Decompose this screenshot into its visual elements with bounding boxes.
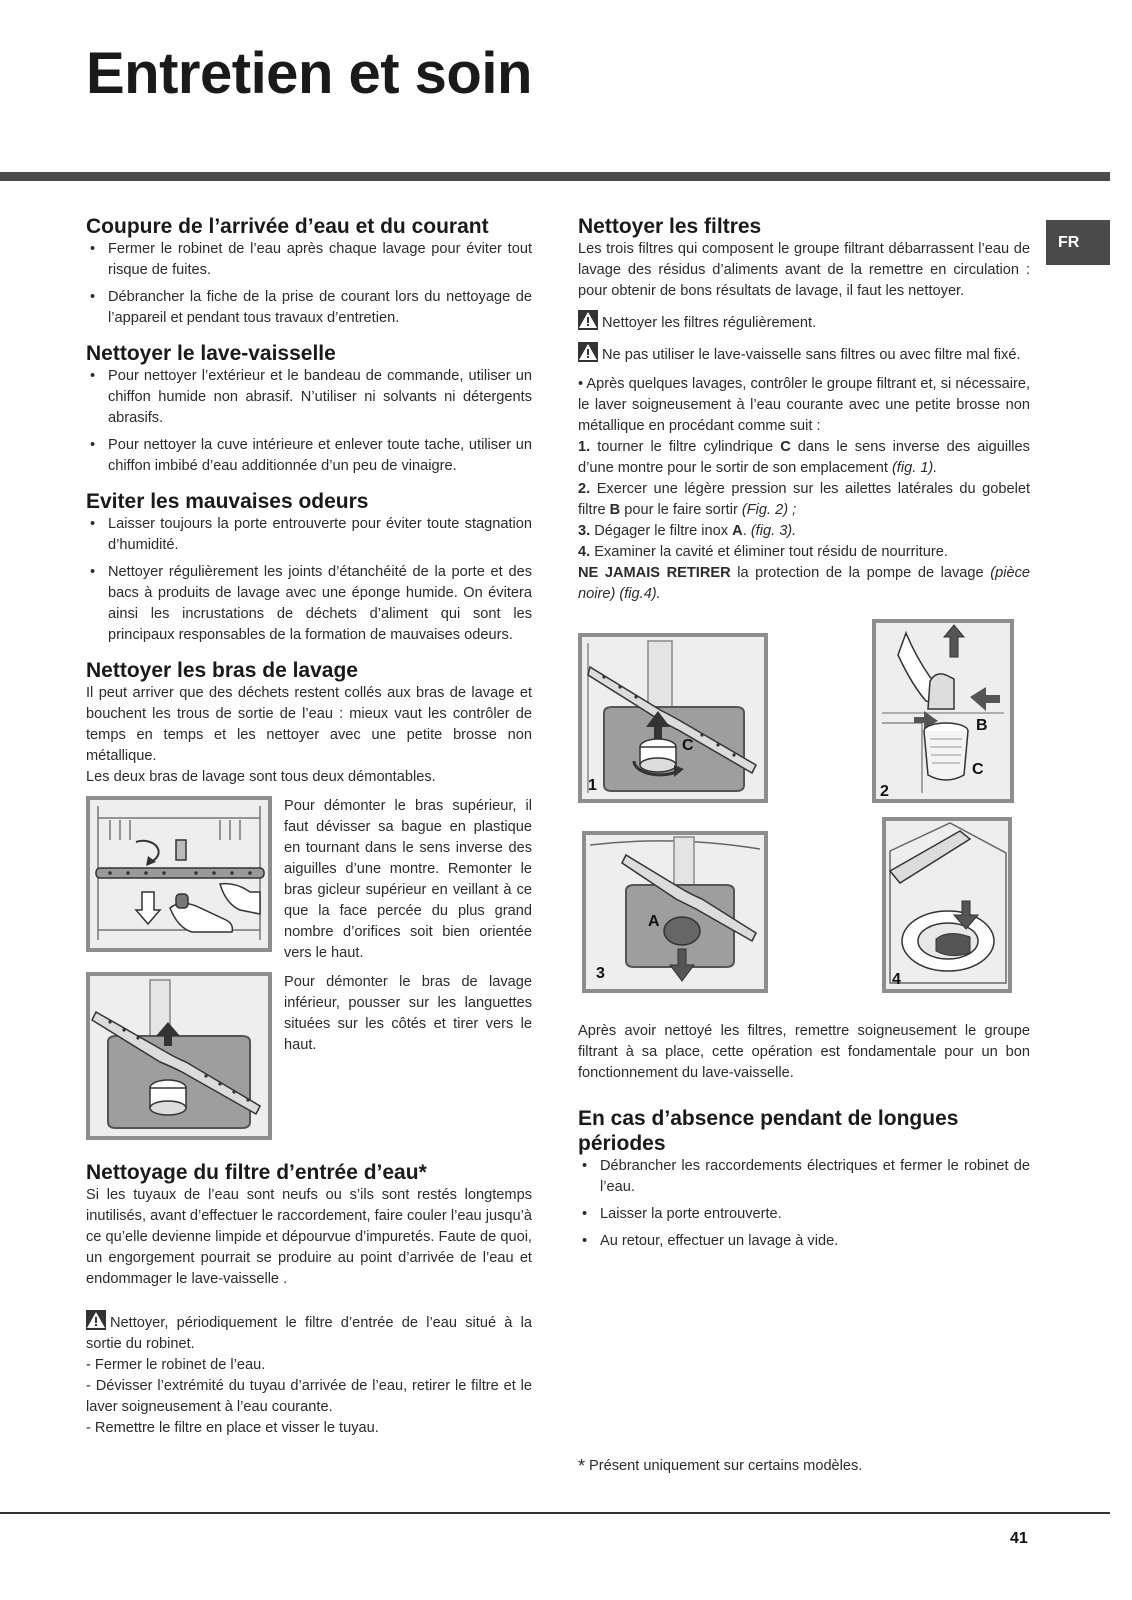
section-heading: Nettoyer le lave-vaisselle — [86, 342, 336, 365]
title-rule — [0, 172, 1110, 181]
paragraph: Pour démonter le bras de lavage inférieur, pousser sur les languettes situées sur les côtés et tirer vers le haut. — [284, 974, 532, 1053]
upper-arm-figure-row — [86, 796, 532, 964]
section-heading: Nettoyer les bras de lavage — [86, 659, 358, 682]
asterisk-icon: * — [578, 1456, 586, 1476]
lower-spray-arm-illustration — [90, 976, 268, 1136]
figure-number: 2 — [880, 783, 889, 800]
warning-paragraph — [578, 310, 1030, 334]
warning-text: Ne pas utiliser le lave-vaisselle sans filtres ou avec filtre mal fixé. — [602, 347, 1021, 363]
filter-figure-1 — [578, 633, 768, 803]
filter-figure-3-illustration — [586, 835, 764, 989]
paragraph: Il peut arriver que des déchets restent collés aux bras de lavage et bouchent les trous de sortie de l’eau : mieux vaut les contrôler de temps en temps et les nettoyer avec une petite brosse non métallique. — [86, 685, 532, 764]
paragraph: Après avoir nettoyé les filtres, remettre soigneusement le groupe filtrant à sa place, cette opération est fondamentale pour un bon fonctionnement du lave-vaisselle. — [578, 1023, 1030, 1081]
warning-text: Nettoyer les filtres régulièrement. — [602, 315, 817, 331]
paragraph: Pour démonter le bras supérieur, il faut dévisser sa bague en plastique en tournant dans le sens inverse des aiguilles d’une montre. Remonter le bras gicleur supérieur en veillant à ce que la face percée du plus grand nombre d’orifices soit bien orientée vers le haut. — [284, 798, 532, 961]
label-b: B — [976, 717, 988, 734]
list-item: • Nettoyer régulièrement les joints d’étanchéité de la porte et des bacs à produits de lavage avec une éponge humide. On évitera ainsi les incrustations de déchets d’aliment qui sont les principaux responsables de la formation de mauvaises odeurs. — [86, 562, 532, 646]
footnote: * Présent uniquement sur certains modèles. — [578, 1456, 863, 1476]
bullet-list — [86, 514, 532, 646]
warning-icon — [578, 310, 598, 330]
lower-arm-figure-row — [86, 972, 532, 1140]
filter-figure-1-illustration — [582, 637, 764, 799]
section-heading: Nettoyer les filtres — [578, 215, 762, 238]
list-item: • Pour nettoyer l’extérieur et le bandeau de commande, utiliser un chiffon humide non abrasif. N’utiliser ni solvants ni détergents abrasifs. — [86, 366, 532, 429]
section-spray-arms — [86, 658, 532, 1140]
filter-figures — [578, 617, 1030, 997]
figure-number: 3 — [596, 965, 605, 982]
list-item: • Fermer le robinet de l’eau après chaque lavage pour éviter tout risque de fuites. — [86, 239, 532, 281]
list-item: • Pour nettoyer la cuve intérieure et enlever toute tache, utiliser un chiffon imbibé d’eau additionnée d’un peu de vinaigre. — [86, 435, 532, 477]
section-water-power-cutoff — [86, 214, 532, 329]
step-3: 3. Dégager le filtre inox A. (fig. 3). — [578, 523, 797, 539]
warning-icon — [86, 1310, 106, 1330]
figure-number: 1 — [588, 777, 597, 794]
section-avoid-odours — [86, 489, 532, 646]
paragraph: Si les tuyaux de l’eau sont neufs ou s’ils sont restés longtemps inutilisés, avant d’effectuer le raccordement, faire couler l’eau jusqu’à ce qu’elle devienne limpide et dépourvue d’impuretés. Faute de quoi, un engorgement pourrait se produire au point d’arrivée de l’eau et endommager le lave-vaisselle . — [86, 1187, 532, 1287]
section-water-inlet-filter — [86, 1160, 532, 1439]
bottom-rule — [0, 1512, 1110, 1514]
step-1: 1. tourner le filtre cylindrique C dans le sens inverse des aiguilles d’une montre pour le sortir de son emplacement (fig. 1). — [578, 439, 1030, 476]
right-column — [578, 214, 1030, 1252]
warning-icon — [578, 342, 598, 362]
warning-paragraph — [86, 1310, 532, 1355]
section-heading: En cas d’absence pendant de longues périodes — [578, 1107, 959, 1155]
never-remove-note: NE JAMAIS RETIRER la protection de la pompe de lavage (pièce noire) (fig.4). — [578, 565, 1030, 602]
section-heading: Nettoyage du filtre d’entrée d’eau* — [86, 1161, 427, 1184]
left-column — [86, 214, 532, 1439]
bullet-list — [86, 366, 532, 477]
section-heading: Coupure de l’arrivée d’eau et du courant — [86, 215, 489, 238]
list-item: • Débrancher la fiche de la prise de courant lors du nettoyage de l’appareil et pendant tous travaux d’entretien. — [86, 287, 532, 329]
paragraph: Les deux bras de lavage sont tous deux démontables. — [86, 769, 436, 785]
filter-figure-4 — [882, 817, 1012, 993]
language-tab: FR — [1046, 220, 1110, 265]
list-item: • Débrancher les raccordements électriques et fermer le robinet de l’eau. — [578, 1156, 1030, 1198]
paragraph: • Après quelques lavages, contrôler le groupe filtrant et, si nécessaire, le laver soigneusement à l’eau courante avec une petite brosse non métallique en procédant comme suit : — [578, 376, 1030, 434]
step-4: 4. Examiner la cavité et éliminer tout résidu de nourriture. — [578, 544, 948, 560]
step-2: 2. Exercer une légère pression sur les ailettes latérales du gobelet filtre B pour le faire sortir (Fig. 2) ; — [578, 481, 1030, 518]
list-item: • Laisser toujours la porte entrouverte pour éviter toute stagnation d’humidité. — [86, 514, 532, 556]
label-c: C — [972, 761, 984, 778]
list-item: • Au retour, effectuer un lavage à vide. — [578, 1231, 1030, 1252]
filter-figure-3 — [582, 831, 768, 993]
filter-figure-4-illustration — [886, 821, 1008, 989]
paragraph: Les trois filtres qui composent le groupe filtrant débarrassent l’eau de lavage des résidus d’aliments avant de la remettre en circulation : pour obtenir de bons résultats de lavage, il faut les nettoyer. — [578, 241, 1030, 299]
paragraph: - Remettre le filtre en place et visser le tuyau. — [86, 1420, 379, 1436]
upper-spray-arm-figure — [86, 796, 272, 952]
upper-spray-arm-illustration — [90, 800, 268, 948]
section-long-absence — [578, 1106, 1030, 1252]
bullet-list — [578, 1156, 1030, 1252]
list-item: • Laisser la porte entrouverte. — [578, 1204, 1030, 1225]
warning-text: Nettoyer, périodiquement le filtre d’entrée de l’eau situé à la sortie du robinet. — [86, 1315, 532, 1352]
lower-spray-arm-figure — [86, 972, 272, 1140]
paragraph: - Dévisser l’extrémité du tuyau d’arrivée de l’eau, retirer le filtre et le laver soigneusement à l’eau courante. — [86, 1378, 532, 1415]
paragraph: - Fermer le robinet de l’eau. — [86, 1357, 266, 1373]
page-number: 41 — [1010, 1530, 1028, 1547]
warning-paragraph — [578, 342, 1030, 366]
filter-figure-2-illustration — [876, 623, 1010, 799]
label-c: C — [682, 737, 694, 754]
section-heading: Eviter les mauvaises odeurs — [86, 490, 369, 513]
figure-number: 4 — [892, 971, 901, 988]
section-clean-dishwasher — [86, 341, 532, 477]
page-title: Entretien et soin — [86, 41, 532, 106]
filter-figure-2 — [872, 619, 1014, 803]
section-clean-filters — [578, 214, 1030, 1084]
bullet-list — [86, 239, 532, 329]
label-a: A — [648, 913, 660, 930]
